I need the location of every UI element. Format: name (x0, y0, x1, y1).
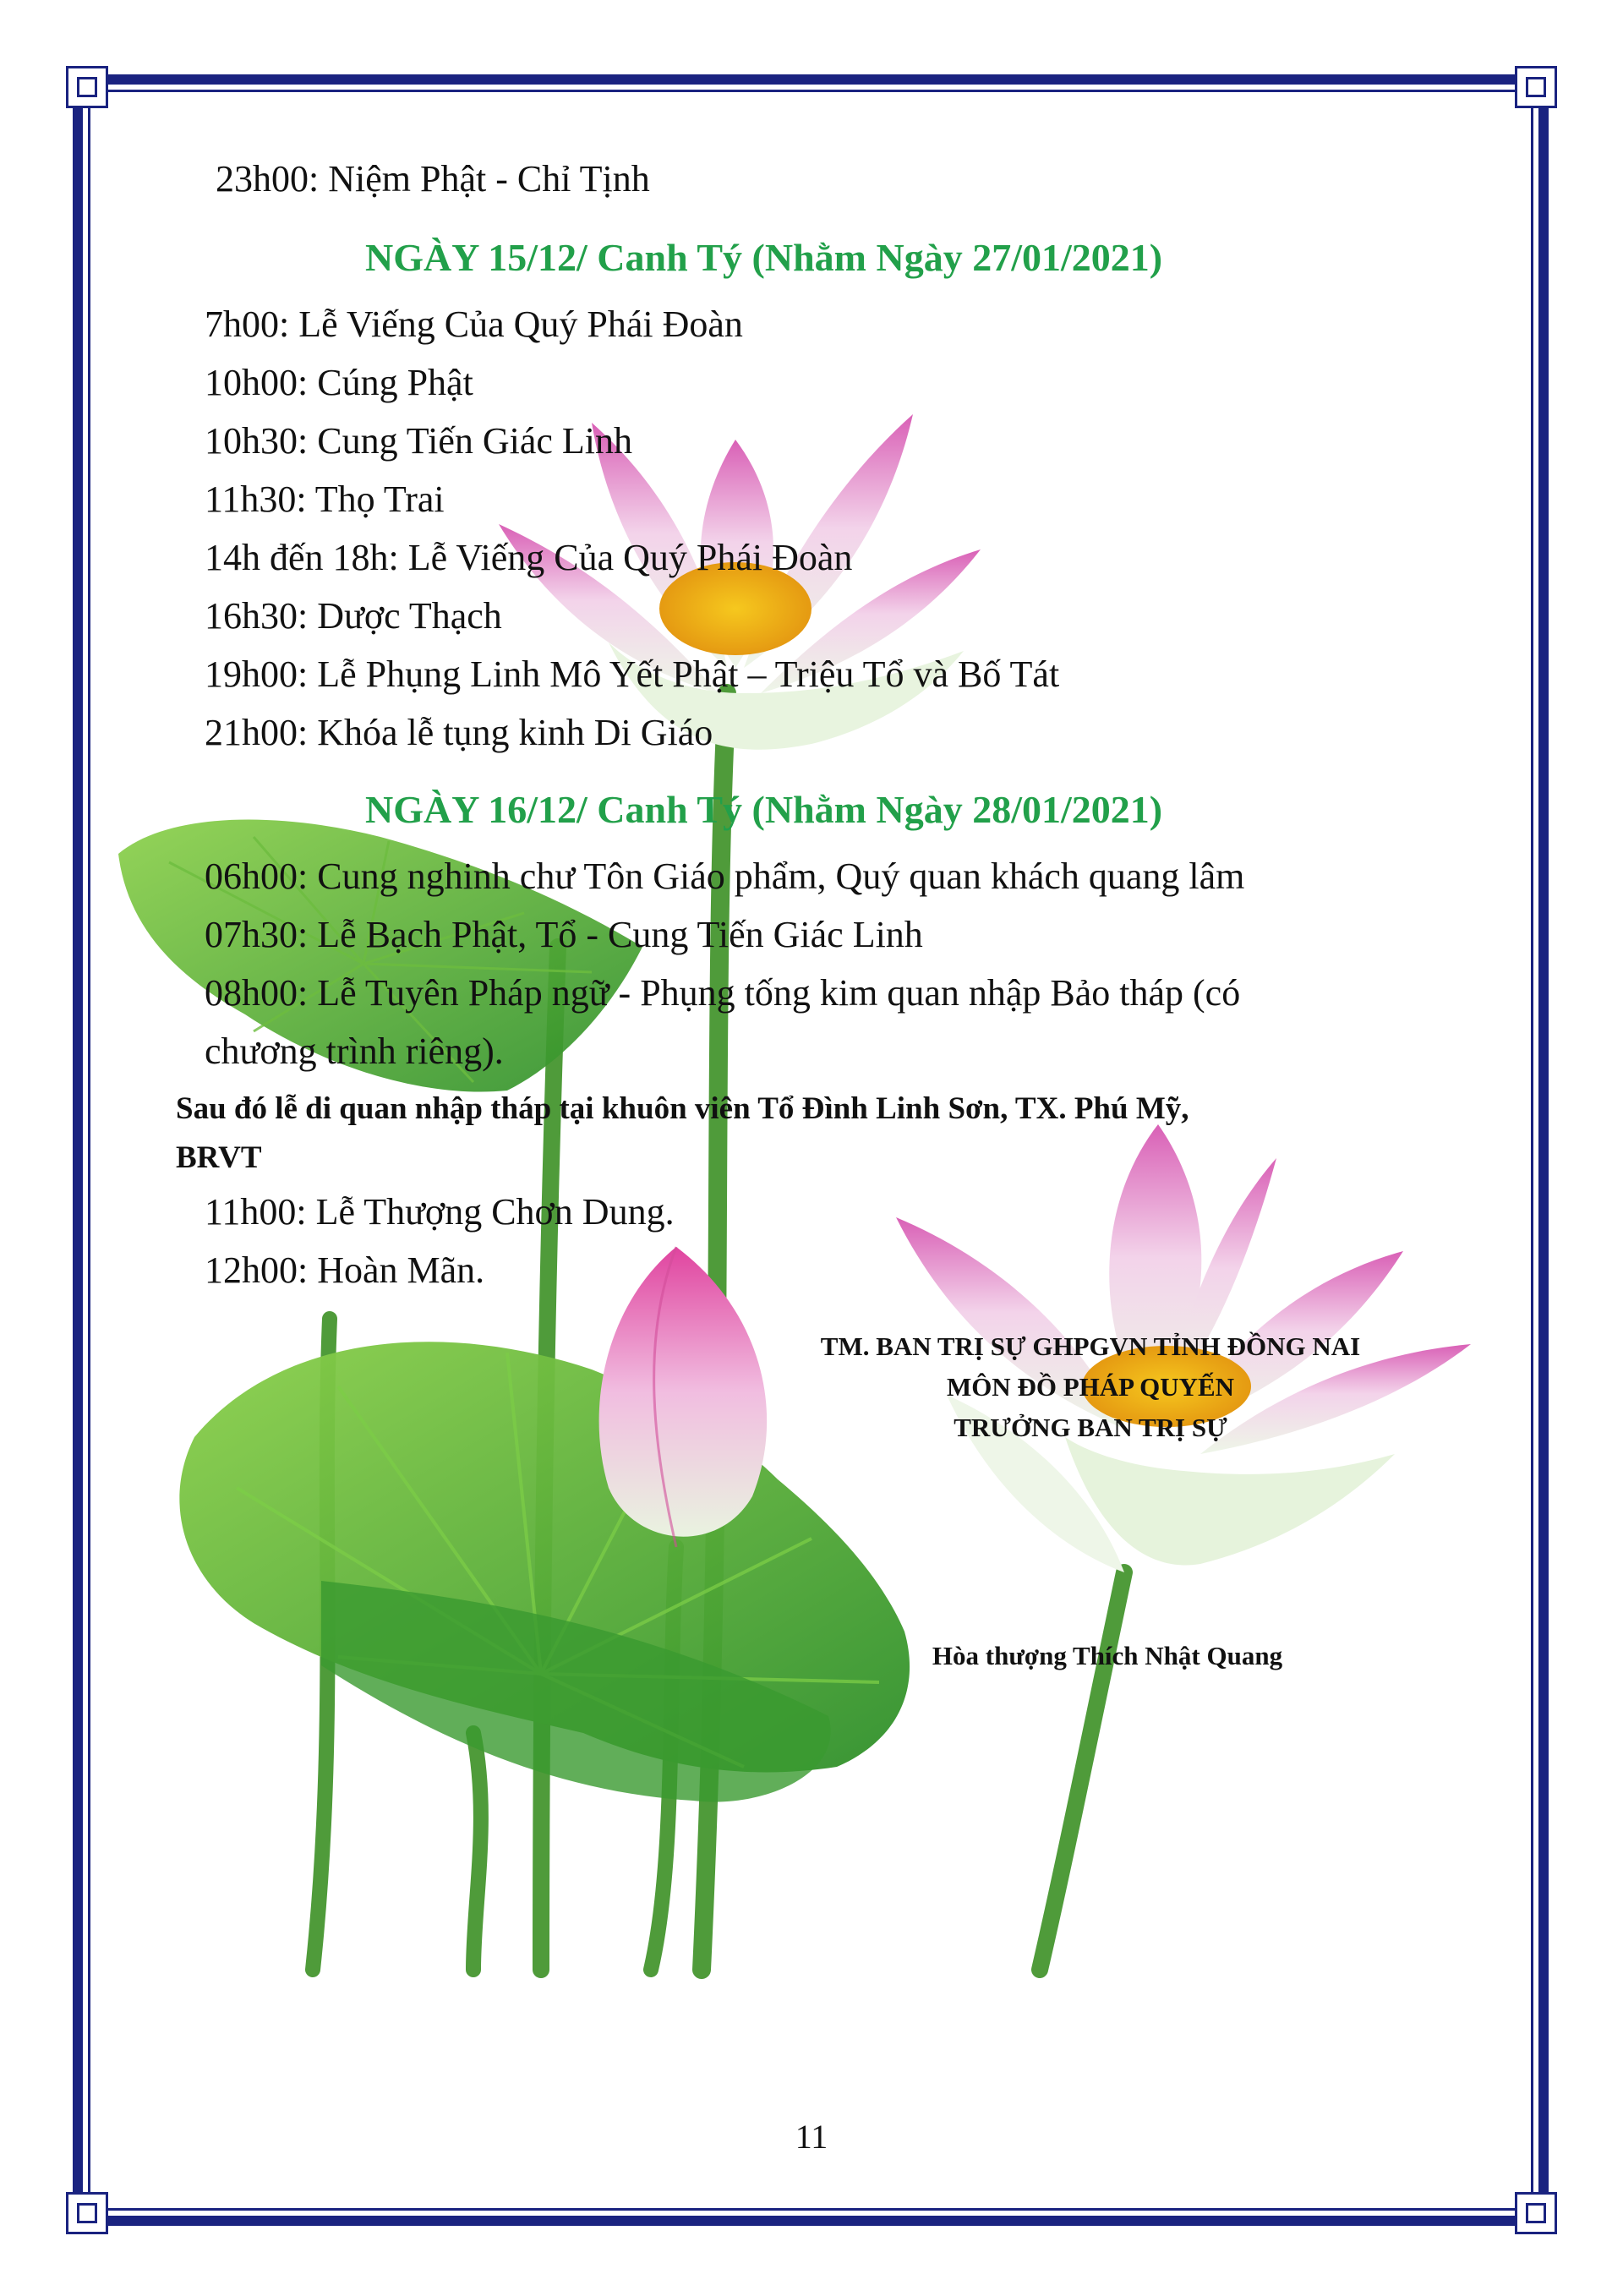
day1-item: 11h30: Thọ Trai (205, 478, 445, 520)
day2-item: 11h00: Lễ Thượng Chơn Dung. (205, 1191, 675, 1233)
day2-item: 06h00: Cung nghinh chư Tôn Giáo phẩm, Quý quan khách quang lâm (205, 856, 1245, 897)
day1-item: 19h00: Lễ Phụng Linh Mô Yết Phật – Triệu Tổ và Bố Tát (205, 653, 1060, 695)
day1-item: 10h00: Cúng Phật (205, 362, 473, 403)
day1-item: 7h00: Lễ Viếng Của Quý Phái Đoàn (205, 303, 743, 345)
procession-note-line1: Sau đó lễ di quan nhập tháp tại khuôn viên Tổ Đình Linh Sơn, TX. Phú Mỹ, (176, 1091, 1189, 1126)
day1-item: 14h đến 18h: Lễ Viếng Của Quý Phái Đoàn (205, 537, 853, 578)
day1-item: 16h30: Dược Thạch (205, 595, 502, 637)
signature-org-line: TM. BAN TRỊ SỰ GHPGVN TỈNH ĐỒNG NAI (820, 1331, 1361, 1361)
signature-title-line: TRƯỞNG BAN TRỊ SỰ (954, 1413, 1227, 1442)
page-number: 11 (795, 2118, 828, 2156)
signature-family-line: MÔN ĐỒ PHÁP QUYẾN (946, 1372, 1235, 1402)
day2-item-continued: chương trình riêng). (205, 1030, 504, 1072)
day2-item: 08h00: Lễ Tuyên Pháp ngữ - Phụng tống kim quan nhập Bảo tháp (có (205, 972, 1241, 1014)
day2-item: 12h00: Hoàn Mãn. (205, 1249, 485, 1291)
day2-item: 07h30: Lễ Bạch Phật, Tổ - Cung Tiến Giác Linh (205, 914, 923, 955)
schedule-line-2300: 23h00: Niệm Phật - Chỉ Tịnh (216, 158, 650, 200)
procession-note-line2: BRVT (176, 1140, 262, 1175)
day1-item: 21h00: Khóa lễ tụng kinh Di Giáo (205, 712, 713, 753)
day1-item: 10h30: Cung Tiến Giác Linh (205, 420, 633, 462)
day-heading-16-12: NGÀY 16/12/ Canh Tý (Nhằm Ngày 28/01/2021) (365, 788, 1163, 831)
day-heading-15-12: NGÀY 15/12/ Canh Tý (Nhằm Ngày 27/01/2021) (365, 236, 1163, 279)
signatory-name: Hòa thượng Thích Nhật Quang (932, 1641, 1283, 1670)
